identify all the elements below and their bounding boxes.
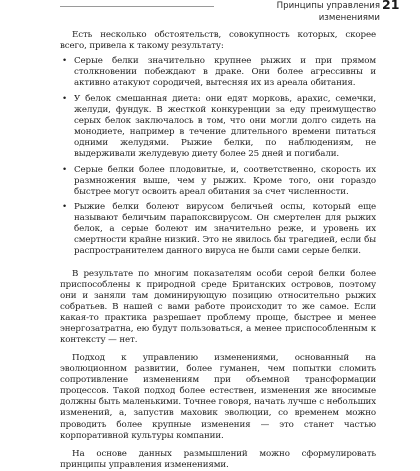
bullet-item: [60, 202, 376, 257]
bullet-icon: •: [62, 93, 68, 104]
body-paragraph: Подход к управлению изменениями, основанный на эволюционном развитии, более гуманен, чем попытки сломить сопротивление изменениям при объемной трансформации процессов. Такой подход более естествен, изменения же вносимые должны быть маленькими. Точнее говоря, начать лучше с небольших изменений, а, запустив маховик эволюции, со временем можно проводить более крупные изменения — это станет частью корпоративной культуры компании.: [60, 353, 376, 441]
page-body: [60, 30, 376, 471]
bullet-text: Серые белки значительно крупнее рыжих и при прямом столкновении побеждают в драке. Они более агрессивны и активно атакуют сородичей, вытесняя их из ареала обитания.: [74, 56, 376, 89]
intro-paragraph: Есть несколько обстоятельств, совокупность которых, скорее всего, привела к такому результату:: [60, 30, 376, 52]
bullet-list: [60, 56, 376, 257]
header-title: Принципы управления изменениями: [214, 0, 380, 24]
bullet-text: Рыжие белки болеют вирусом беличьей оспы, который еще называют беличьим парапоксвирусом. Он смертелен для рыжих белок, а серые болеют им значительно реже, и уровень их смертности крайне низкий. Это не явилось бы трагедией, если бы распространителем данного вируса не были сами серые белки.: [74, 202, 376, 257]
bullet-item: [60, 56, 376, 89]
running-header: [0, 0, 420, 23]
bullet-item: [60, 165, 376, 198]
bullet-text: Серые белки более плодовитые, и, соответственно, скорость их размножения выше, чем у рыжих. Кроме того, они гораздо быстрее могут освоить ареал обитания за счет численности.: [74, 164, 376, 197]
bullet-item: [60, 94, 376, 160]
bullet-text: У белок смешанная диета: они едят морковь, арахис, семечки, желуди, фундук. В жесткой конкуренции за еду преимущество серых белок заключалось в том, что они могли долго сидеть на монодиете, например в течение длительного времени питаться одними желудями. Рыжие белки, по наблюдениям, не выдерживали желудевую диету более 25 дней и погибали.: [74, 93, 376, 159]
bullet-icon: •: [62, 164, 68, 175]
bullet-icon: •: [62, 202, 68, 213]
body-paragraph: На основе данных размышлений можно сформулировать принципы управления изменениями.: [60, 448, 376, 470]
page-number: 21: [382, 0, 400, 12]
bullet-icon: •: [62, 56, 68, 67]
body-paragraph: В результате по многим показателям особи серой белки более приспособлены к природной среде Британских островов, поэтому они и заняли там доминирующую позицию относительно рыжих собратьев. В нашей с вами работе происходит то же самое. Если какая-то практика разрешает проблему проще, быстрее и менее энергозатратна, ею будут пользоваться, а менее приспособленным к контексту — нет.: [60, 268, 376, 346]
